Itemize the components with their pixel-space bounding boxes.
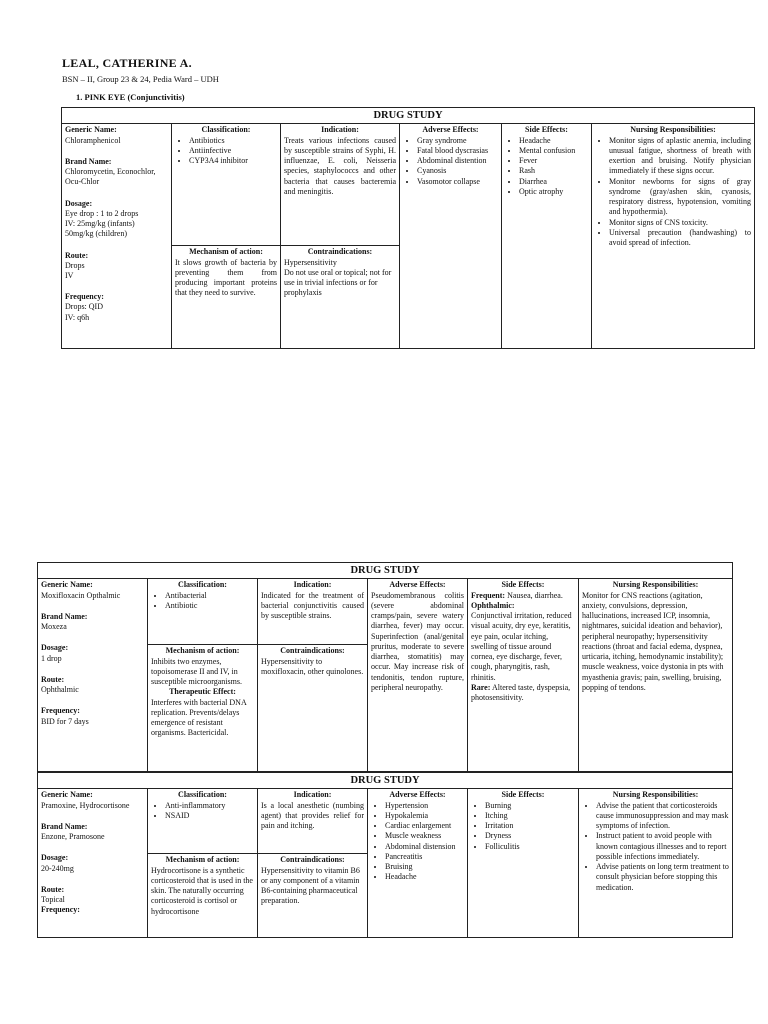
drug-study-table-moxifloxacin [37, 562, 733, 772]
list-item: • Instruct patient to avoid people with known contagious illnesses and to report possible infections immediately. [596, 831, 729, 862]
document-header [62, 56, 702, 102]
indication-label: Indication: [293, 580, 332, 590]
list-item: • Optic atrophy [519, 187, 588, 197]
classification-label: Classification: [178, 580, 227, 590]
list-item: • Fever [519, 156, 588, 166]
list-item: • Antibiotics [189, 136, 277, 146]
nursing-responsibilities-text: Monitor for CNS reactions (agitation, anxiety, convulsions, depression, hallucinations, increased ICP, insomnia, nightmares, suicidal ideation and behavior), peripheral neuropathy; hypersensitivity reactions (throat and facial edema, dyspnea, urticaria, itching, hemodynamic instability); muscle weakness, voice dystonia in pts with myasthenia gravis; pain, swelling, bruising, popping of tendons. [582, 590, 724, 692]
contraindications-label: Contraindications: [280, 855, 345, 865]
generic-name-label: Generic Name: [65, 125, 117, 135]
list-item: • Antiinfective [189, 146, 277, 156]
side-effects-cell [502, 124, 592, 349]
list-item: • Burning [485, 801, 575, 811]
side-ophthalmic-text: Conjunctival irritation, reduced visual acuity, dry eye, keratitis, eye pain, ocular itching, swelling of tissue around cornea, eye discharge, fever, cough, pharyngitis, rash, rhinitis. [471, 611, 572, 682]
side-effects-cell [468, 789, 579, 938]
mechanism-label: Mechanism of action: [165, 646, 240, 656]
dosage-label: Dosage: [41, 853, 69, 863]
frequency-line: IV: q6h [65, 312, 90, 322]
drug-study-title: DRUG STUDY [38, 563, 733, 579]
indication-cell [258, 579, 368, 645]
brand-name-value: Moxeza [41, 622, 67, 632]
generic-name-label: Generic Name: [41, 790, 93, 800]
side-effects-cell [468, 579, 579, 772]
nursing-responsibilities-label: Nursing Responsibilities: [612, 790, 699, 800]
list-item: • Abdominal distension [385, 842, 464, 852]
adverse-effects-label: Adverse Effects: [389, 580, 446, 590]
dosage-label: Dosage: [41, 643, 69, 653]
route-label: Route: [65, 250, 89, 260]
generic-name-value: Chloramphenicol [65, 135, 121, 145]
dosage-line: 20-240mg [41, 863, 74, 873]
frequency-line: BID for 7 days [41, 716, 89, 726]
generic-name-value: Pramoxine, Hydrocortisone [41, 800, 130, 810]
list-item: • Antibiotic [165, 601, 254, 611]
list-item: • Irritation [485, 821, 575, 831]
nursing-responsibilities-cell [579, 579, 733, 772]
drug-info-cell [38, 789, 148, 938]
contraindications-line: Do not use oral or topical; not for use in trivial infections or for prophylaxis [284, 267, 392, 298]
topic-heading: 1. PINK EYE (Conjunctivitis) [76, 92, 185, 102]
dosage-label: Dosage: [65, 198, 93, 208]
mechanism-text: Inhibits two enzymes, topoisomerase II and IV, in susceptible microorganisms. [151, 656, 242, 687]
list-item: • Universal precaution (handwashing) to avoid spread of infection. [609, 228, 751, 248]
list-item: • Advise patients on long term treatment to consult physician before stopping this medication. [596, 862, 729, 893]
list-item: • Monitor newborns for signs of gray syndrome (gray/ashen skin, cyanosis, respiratory distress, hypotension, vomiting and hypothermia). [609, 177, 751, 218]
brand-name-label: Brand Name: [65, 156, 112, 166]
nursing-responsibilities-label: Nursing Responsibilities: [630, 125, 716, 135]
indication-text: Is a local anesthetic (numbing agent) that provides relief for pain and itching. [261, 800, 364, 831]
contraindications-cell [258, 854, 368, 938]
therapeutic-effect-label: Therapeutic Effect: [169, 687, 236, 697]
list-item: • Hypokalemia [385, 811, 464, 821]
list-item: • Muscle weakness [385, 831, 464, 841]
list-item: • Gray syndrome [417, 136, 498, 146]
indication-cell [281, 124, 400, 246]
dosage-line: 50mg/kg (children) [65, 229, 127, 239]
list-item: • Diarrhea [519, 177, 588, 187]
contraindications-line: Hypersensitivity [284, 257, 337, 267]
side-effects-label: Side Effects: [501, 790, 545, 800]
dosage-line: IV: 25mg/kg (infants) [65, 219, 135, 229]
brand-name-label: Brand Name: [41, 821, 88, 831]
adverse-effects-label: Adverse Effects: [389, 790, 446, 800]
student-details: BSN – II, Group 23 & 24, Pedia Ward – UDH [62, 74, 219, 84]
nursing-responsibilities-label: Nursing Responsibilities: [612, 580, 699, 590]
indication-text: Indicated for the treatment of bacterial conjunctivitis caused by susceptible strains. [261, 590, 364, 621]
nursing-responsibilities-list [582, 801, 729, 893]
list-item: • Folliculitis [485, 842, 575, 852]
list-item: • Bruising [385, 862, 464, 872]
adverse-effects-text: Pseudomembranous colitis (severe abdominal cramps/pain, severe watery diarrhea, fever) may occur. Superinfection (anal/genital pruritus, moderate to severe diarrhea, stomatitis) may occur. May increase risk of tendonitis, tendon rupture, peripheral neuropathy. [371, 590, 464, 692]
frequency-line: Drops: QID [65, 302, 103, 312]
adverse-effects-list [371, 801, 464, 883]
frequency-label: Frequency: [41, 706, 80, 716]
list-item: • NSAID [165, 811, 254, 821]
adverse-effects-cell [400, 124, 502, 349]
student-name: LEAL, CATHERINE A. [62, 56, 192, 70]
classification-label: Classification: [201, 125, 251, 135]
nursing-responsibilities-cell [592, 124, 755, 349]
route-line: IV [65, 271, 74, 281]
adverse-effects-cell [368, 789, 468, 938]
drug-study-table-pramoxine-hydrocortisone [37, 772, 733, 938]
classification-cell [148, 579, 258, 645]
contraindications-line: Hypersensitivity to moxifloxacin, other quinolones. [261, 656, 364, 676]
mechanism-label: Mechanism of action: [189, 247, 263, 257]
generic-name-value: Moxifloxacin Opthalmic [41, 590, 121, 600]
contraindications-line: Hypersensitivity to vitamin B6 or any component of a vitamin B6-containing pharmaceutical preparation. [261, 865, 360, 906]
mechanism-label: Mechanism of action: [165, 855, 240, 865]
route-line: Topical [41, 895, 65, 905]
drug-info-cell [62, 124, 172, 349]
therapeutic-effect-text: Interferes with bacterial DNA replication. Prevents/delays emergence of resistant organisms. Bactericidal. [151, 697, 247, 738]
list-item: • Cyanosis [417, 166, 498, 176]
adverse-effects-label: Adverse Effects: [422, 125, 479, 135]
list-item: • Dryness [485, 831, 575, 841]
contraindications-label: Contraindications: [307, 247, 373, 257]
adverse-effects-cell [368, 579, 468, 772]
side-rare-text: Altered taste, dyspepsia, photosensitivity. [471, 682, 571, 703]
list-item: • Fatal blood dyscrasias [417, 146, 498, 156]
list-item: • Hypertension [385, 801, 464, 811]
list-item: • Cardiac enlargement [385, 821, 464, 831]
mechanism-text: It slows growth of bacteria by preventing them from producing important proteins that they need to survive. [175, 257, 277, 298]
route-label: Route: [41, 884, 65, 894]
dosage-line: Eye drop : 1 to 2 drops [65, 208, 139, 218]
nursing-responsibilities-cell [579, 789, 733, 938]
list-item: • Antibacterial [165, 591, 254, 601]
classification-list [175, 136, 277, 167]
list-item: • Advise the patient that corticosteroids cause immunosuppression and may mask symptoms of infection. [596, 801, 729, 832]
side-effects-list [471, 801, 575, 852]
drug-study-title: DRUG STUDY [38, 773, 733, 789]
classification-cell [148, 789, 258, 854]
mechanism-cell [148, 645, 258, 772]
list-item: • Itching [485, 811, 575, 821]
generic-name-label: Generic Name: [41, 580, 93, 590]
side-effects-list [505, 136, 588, 197]
brand-name-value: Enzone, Pramosone [41, 832, 105, 842]
frequency-label: Frequency: [41, 905, 80, 915]
drug-info-cell [38, 579, 148, 772]
drug-study-table-chloramphenicol [61, 107, 755, 349]
classification-label: Classification: [178, 790, 227, 800]
contraindications-cell [258, 645, 368, 772]
indication-label: Indication: [293, 790, 332, 800]
list-item: • CYP3A4 inhibitor [189, 156, 277, 166]
indication-label: Indication: [321, 125, 359, 135]
classification-cell [172, 124, 281, 246]
list-item: • Abdominal distention [417, 156, 498, 166]
mechanism-text: Hydrocortisone is a synthetic corticosteroid that is used in the skin. The naturally occurring corticosteroid is cortisol or hydrocortisone [151, 865, 253, 916]
side-effects-label: Side Effects: [501, 580, 545, 590]
mechanism-cell [148, 854, 258, 938]
list-item: • Headache [385, 872, 464, 882]
side-frequent-label: Frequent: [471, 590, 506, 600]
list-item: • Monitor signs of CNS toxicity. [609, 218, 751, 228]
indication-cell [258, 789, 368, 854]
list-item: • Headache [519, 136, 588, 146]
dosage-line: 1 drop [41, 653, 62, 663]
contraindications-label: Contraindications: [280, 646, 345, 656]
route-label: Route: [41, 674, 65, 684]
list-item: • Anti-inflammatory [165, 801, 254, 811]
side-effects-label: Side Effects: [525, 125, 568, 135]
route-line: Ophthalmic [41, 685, 79, 695]
indication-text: Treats various infections caused by susceptible strains of Syphi, H. influenzae, E. coli, Neisseria species, staphylococcs and other bacteria that causes bacteremia and meningitis. [284, 135, 396, 196]
list-item: • Mental confusion [519, 146, 588, 156]
list-item: • Monitor signs of aplastic anemia, including unusual fatigue, shortness of breath with exertion and bruising. Notify physician immediately if these signs occur. [609, 136, 751, 177]
classification-list [151, 801, 254, 821]
mechanism-cell [172, 246, 281, 349]
nursing-responsibilities-list [595, 136, 751, 249]
list-item: • Pancreatitis [385, 852, 464, 862]
contraindications-cell [281, 246, 400, 349]
brand-name-label: Brand Name: [41, 611, 88, 621]
frequency-label: Frequency: [65, 292, 104, 302]
list-item: • Vasomotor collapse [417, 177, 498, 187]
side-ophthalmic-label: Ophthalmic: [471, 600, 515, 610]
brand-name-value: Chloromycetin, Econochlor, Ocu-Chlor [65, 167, 156, 187]
route-line: Drops [65, 260, 85, 270]
classification-list [151, 591, 254, 611]
adverse-effects-list [403, 136, 498, 187]
side-frequent-text: Nausea, diarrhea. [507, 590, 563, 600]
side-rare-label: Rare: [471, 682, 491, 692]
list-item: • Rash [519, 166, 588, 176]
drug-study-title: DRUG STUDY [62, 108, 755, 124]
